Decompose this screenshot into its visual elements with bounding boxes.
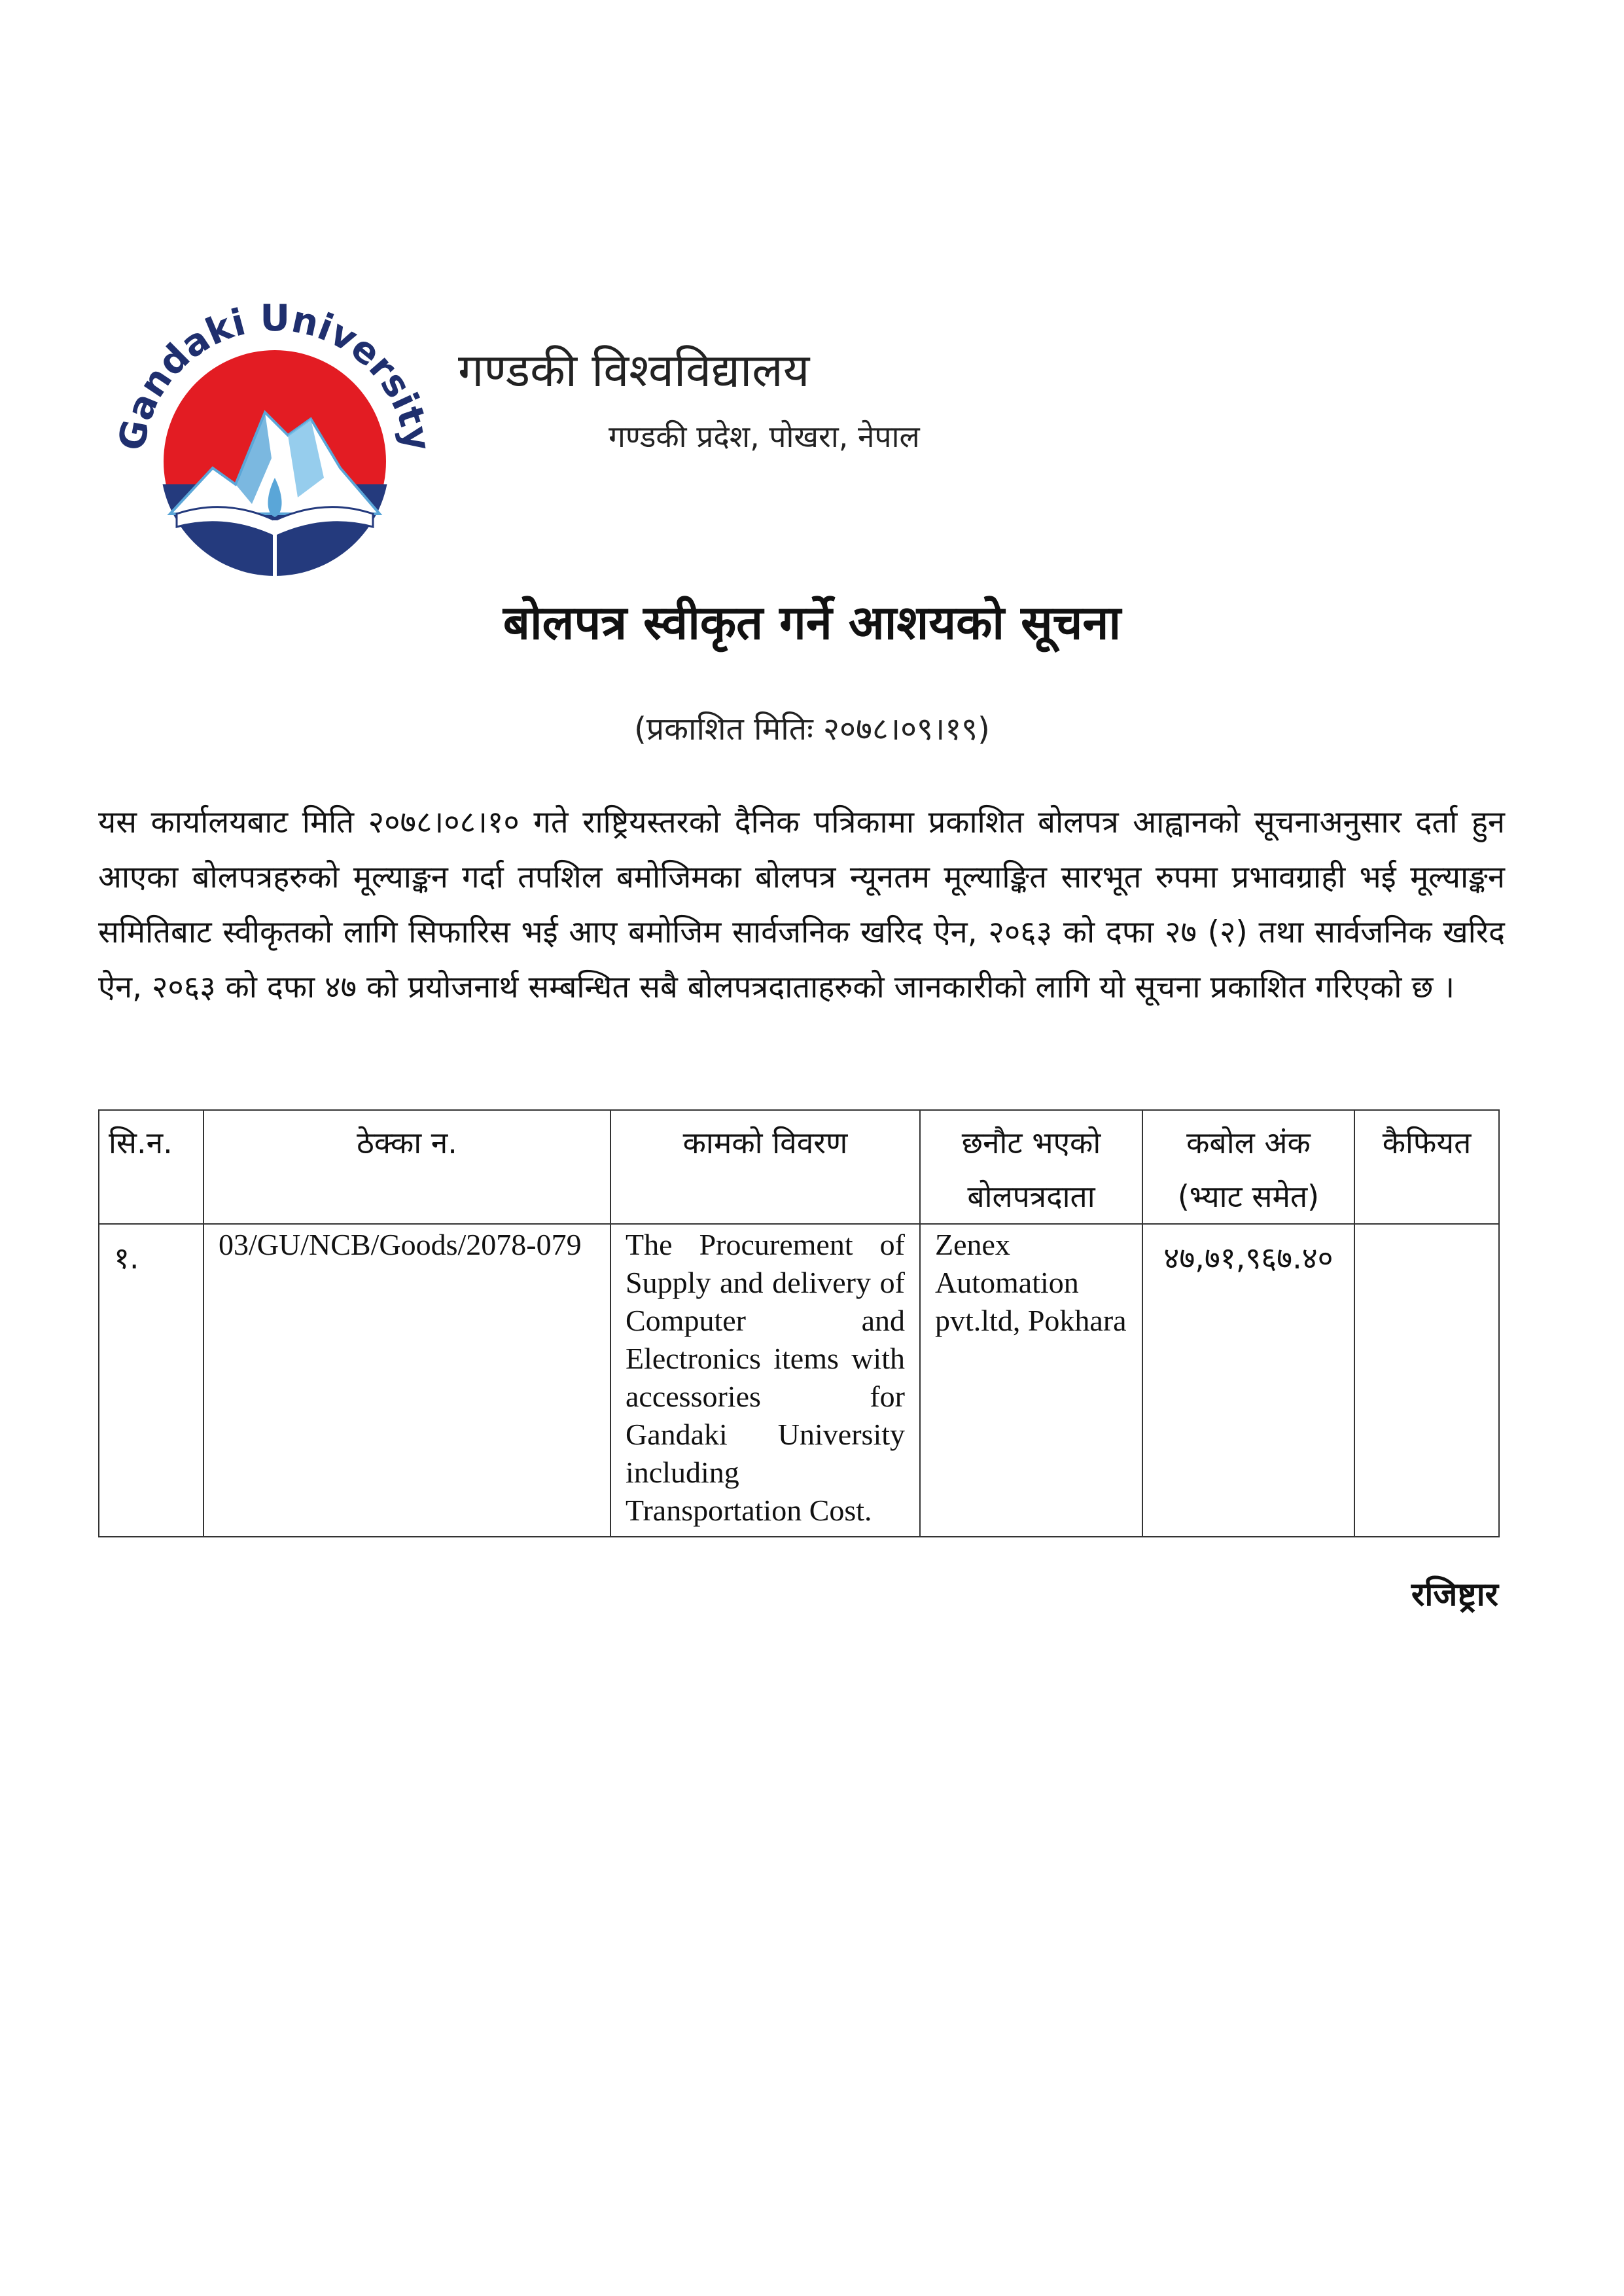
header-bidder-line1: छनौट भएको (961, 1125, 1101, 1160)
cell-amount: ४७,७१,९६७.४० (1142, 1224, 1354, 1537)
notice-body: यस कार्यालयबाट मिति २०७८।०८।१० गते राष्ट्रियस्तरको दैनिक पत्रिकामा प्रकाशित बोलपत्र आह्वानको सूचनाअनुसार दर्ता हुन आएका बोलपत्रहरुको मूल्याङ्कन गर्दा तपशिल बमोजिमका बोलपत्र न्यूनतम मूल्याङ्कित सारभूत रुपमा प्रभावग्राही भई मूल्याङ्कन समितिबाट स्वीकृतको लागि सिफारिस भई आए बमोजिम सार्वजनिक खरिद ऐन, २०६३ को दफा २७ (२) तथा सार्वजनिक खरिद ऐन, २०६३ को दफा ४७ को प्रयोजनार्थ सम्बन्धित सबै बोलपत्रदाताहरुको जानकारीको लागि यो सूचना प्रकाशित गरिएको छ । (98, 804, 1505, 1005)
cell-bidder: Zenex Automation pvt.ltd, Pokhara (920, 1224, 1142, 1537)
bid-table (98, 1109, 1500, 1537)
header-amount-line2: (भ्याट समेत) (1177, 1179, 1320, 1214)
header-remarks: कैफियत (1354, 1110, 1499, 1224)
header-bidder (920, 1110, 1142, 1224)
logo-arc-text: Gandaki University (115, 297, 435, 454)
cell-sn: १. (99, 1224, 203, 1537)
header-sn: सि.न. (99, 1110, 203, 1224)
university-address: गण्डकी प्रदेश, पोखरा, नेपाल (609, 419, 920, 454)
cell-contract-no: 03/GU/NCB/Goods/2078-079 (203, 1224, 610, 1537)
cell-description: The Procurement of Supply and delivery of Computer and Electronics items with accessories for Gandaki University including Transportation Cost. (610, 1224, 920, 1537)
header-description: कामको विवरण (610, 1110, 920, 1224)
header-bidder-line2: बोलपत्रदाता (967, 1179, 1095, 1214)
cell-remarks (1354, 1224, 1499, 1537)
notice-title: बोलपत्र स्वीकृत गर्ने आशयको सूचना (503, 595, 1121, 650)
header-contract-no: ठेक्का न. (203, 1110, 610, 1224)
university-logo (115, 288, 435, 589)
signatory: रजिष्ट्रार (1411, 1575, 1498, 1613)
table-row (99, 1224, 1499, 1537)
header-amount (1142, 1110, 1354, 1224)
header-amount-line1: कबोल अंक (1186, 1125, 1311, 1160)
university-name: गण्डकी विश्वविद्यालय (458, 344, 810, 397)
table-header-row (99, 1110, 1499, 1224)
published-date: (प्रकाशित मितिः २०७८।०९।१९) (634, 711, 990, 747)
